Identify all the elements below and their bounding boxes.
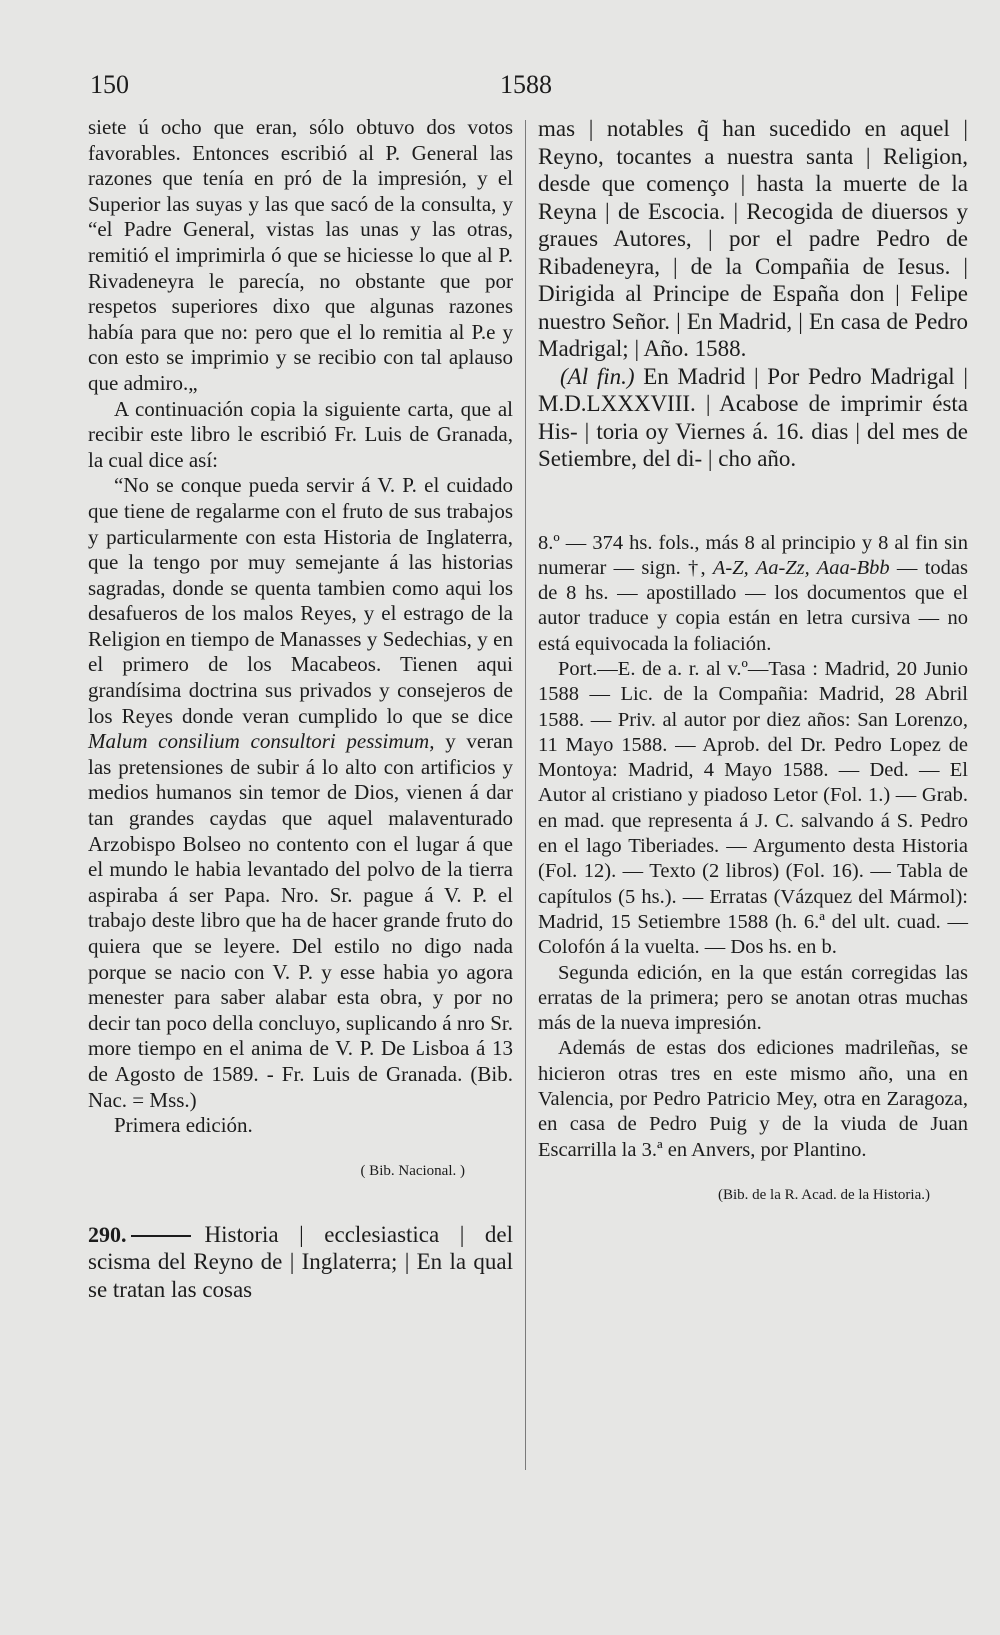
letter-text-start: “No se conque pueda servir á V. P. el cuidado que tiene de regalarme con el fruto de sus trabajos y particularmente con esta Historia de Inglaterra, que la tengo por muy semejante á las historias sagradas, donde se quenta tambien como aqui los desafueros de los malos Reyes, y el estrago de la Religion en tiempo de Manasses y Sedechias, y en el primero de los Macabeos. Tienen aqui grandísima doctrina sus privados y consejeros de los Reyes donde veran cumplido lo que se dice xyxy=(88,473,513,728)
second-edition-paragraph: Segunda edición, en la que están corregidas las erratas de la primera; pero se anotan otras muchas más de la nueva impresión. xyxy=(538,961,968,1035)
paragraph-letter-intro: A continuación copia la siguiente carta, que al recibir este libro le escribió Fr. Luis de Granada, la cual dice así: xyxy=(88,396,513,472)
column-divider xyxy=(525,120,526,1470)
page-number: 150 xyxy=(90,70,129,99)
entry-title-continued: mas | notables q̃ han sucedido en aquel | Reyno, tocantes a nuestra santa | Religion, desde que començo | hasta la muerte de la Reyna | de Escocia. | Recogida de diuersos y graues Autores, | por el padre Pedro de Ribadeneyra, | de la Compañia de Iesus. | Dirigida al Principe de España don | Felipe nuestro Señor. | En Madrid, | En casa de Pedro Madrigal; | Año. 1588. xyxy=(538,116,968,361)
entry-290-title xyxy=(88,1221,513,1304)
page-header xyxy=(90,70,960,110)
other-editions-paragraph: Además de estas dos ediciones madrileñas, se hicieron otras tres en este mismo año, una en Valencia, por Pedro Patricio Mey, otra en Zaragoza, en casa de Pedro Puig y de la viuda de Juan Escarrilla la 3.ª en Anvers, por Plantino. xyxy=(538,1037,968,1161)
source-citation-left: ( Bib. Nacional. ) xyxy=(360,1162,465,1179)
physical-description xyxy=(538,531,968,657)
contents-paragraph: Port.—E. de a. r. al v.º—Tasa : Madrid, 20 Junio 1588 — Lic. de la Compañia: Madrid, 28 Abril 1588. — Priv. al autor por diez años: San Lorenzo, 11 Mayo 1588. — Aprob. del Dr. Pedro Lopez de Montoya: Madrid, 4 Mayo 1588. — Ded. — El Autor al cristiano y piadoso Letor (Fol. 1.) — Grab. en mad. que representa á J. C. salvando á S. Pedro en el lago Tiberiades. — Argumento desta Historia (Fol. 12). — Texto (2 libros) (Fol. 16). — Tabla de capítulos (5 hs.). — Erratas (Vázquez del Mármol): Madrid, 15 Setiembre 1588 (h. 6.ª del ult. cuad. — Colofón á la vuelta. — Dos hs. en b. xyxy=(538,657,968,959)
colophon-label: (Al fin.) xyxy=(560,363,635,389)
entry-number: 290. xyxy=(88,1221,127,1247)
colophon-text: En Madrid | Por Pedro Madrigal | M.D.LXXXVIII. | Acabose de imprimir ésta His- | toria oy Viernes á. 16. dias | del mes de Setiembre, del di- | cho año. xyxy=(538,363,968,471)
right-column xyxy=(538,115,968,1205)
description-notes: — todas de 8 hs. — apostillado — los documentos que el autor traduce y copia están en letra cursiva — no está equivocada la foliación. xyxy=(538,556,968,655)
latin-quote: Malum consilium consultori pessimum, xyxy=(88,729,435,754)
letter-text-end: y veran las pretensiones de subir á lo alto con artificios y medios humanos sin temor de Dios, vienen á dar tan grandes caydas que aquel malaventurado Arzobispo Bolseo no contento con el lugar á que el mundo le habia levantado del polvo de la tierra aspiraba á ser Papa. Nro. Sr. pague á V. P. el trabajo deste libro que ha de hacer grande fruto do quiera que se leyere. Del estilo no digo nada porque se nacio con V. P. y esse habia yo agora menester para saber alabar esta obra, y por no decir tan poco della concluyo, suplicando á nro Sr. more tiempo en el anima de V. P. De Lisboa á 13 de Agosto de 1589. - Fr. Luis de Granada. (Bib. Nac. = Mss.) xyxy=(88,729,514,1112)
description-format: 8.º — 374 hs. fols., más 8 al principio y 8 al fin sin numerar — sign. †, xyxy=(538,531,968,579)
entry-title-text: Historia | ecclesiastica | del scisma del Reyno de | Inglaterra; | En la qual se tratan las cosas xyxy=(88,1221,513,1302)
paragraph-letter xyxy=(88,473,513,1113)
running-header-year: 1588 xyxy=(500,70,552,99)
paragraph-censorship: siete ú ocho que eran, sólo obtuvo dos votos favorables. Entonces escribió al P. General las razones que tenía en pró de la impresión, y el Superior las suyas y las que sacó de la consulta, y “el Padre General, vistas las unas y las otras, remitió el imprimirla ó que se hiciesse lo que al P. Rivadeneyra le parecía, no obstante que por respetos superiores dixo que algunas razones había para que no: pero que el lo remitia al P.e y con esto se imprimio y se recibio con tal aplauso que admiro.„ xyxy=(88,115,513,395)
left-column xyxy=(88,115,513,1303)
colophon xyxy=(538,363,968,473)
first-edition-note: Primera edición. xyxy=(114,1113,253,1138)
entry-dash xyxy=(131,1235,191,1237)
source-citation-right: (Bib. de la R. Acad. de la Historia.) xyxy=(717,1186,930,1203)
description-signatures: A-Z, Aa-Zz, Aaa-Bbb xyxy=(712,556,890,579)
